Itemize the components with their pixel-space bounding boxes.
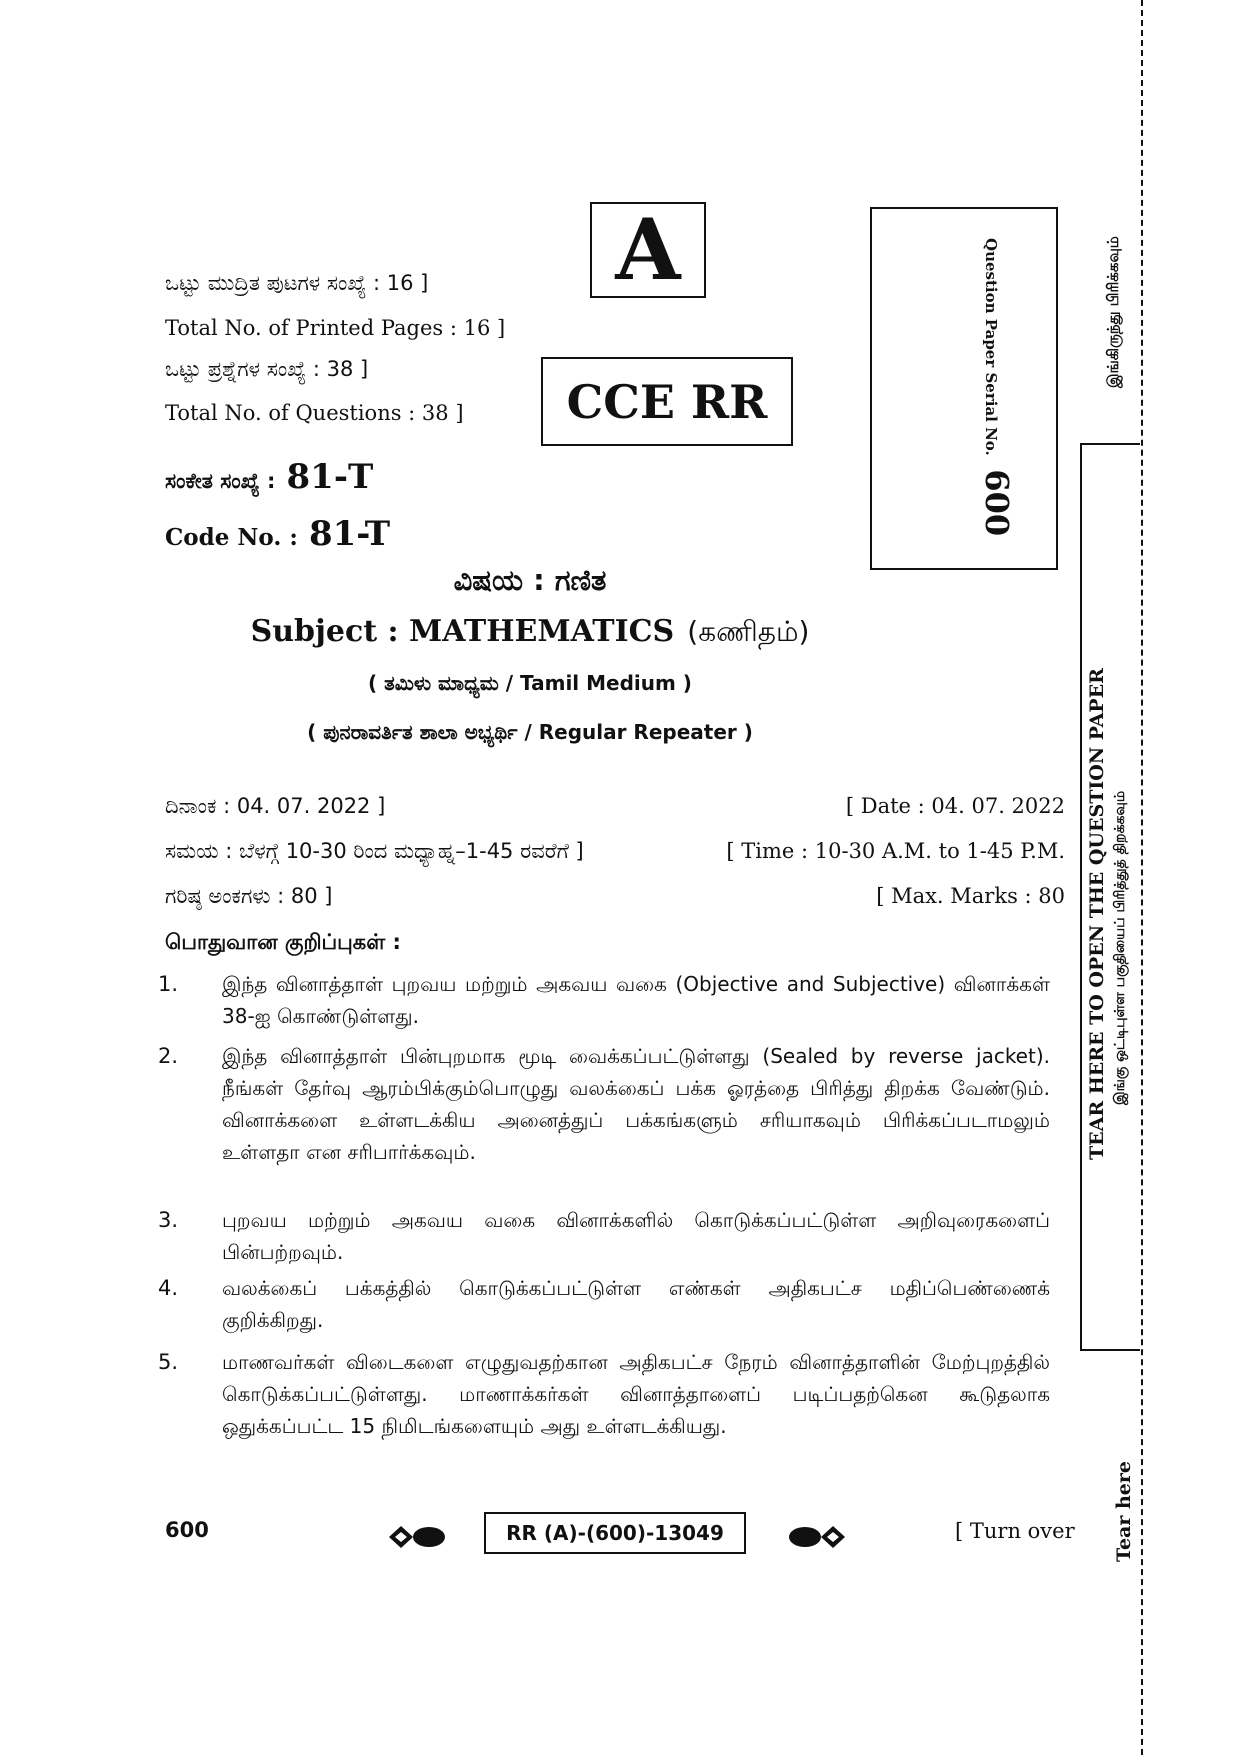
tear-top-tamil: இங்கிருந்து பிரிக்கவும்: [1104, 236, 1122, 388]
instruction-1-text: இந்த வினாத்தாள் புறவய மற்றும் அகவய வகை (Objective and Subjective) வினாக்கள் 38-ஐ கொண்டுள்ளது.: [222, 972, 1050, 1028]
left-ornament-icon: [387, 1520, 447, 1554]
code-number-kannada: [165, 457, 373, 497]
instruction-3-num: 3.: [158, 1208, 179, 1232]
total-pages-english: Total No. of Printed Pages : 16 ]: [165, 316, 506, 340]
exam-type-box: CCE RR: [541, 357, 793, 446]
turn-over: [ Turn over: [955, 1519, 1075, 1543]
instruction-4-text: வலக்கைப் பக்கத்தில் கொடுக்கப்பட்டுள்ள எண்கள் அதிகபட்ச மதிப்பெண்ணைக் குறிக்கிறது.: [222, 1276, 1050, 1332]
subject-kannada: ವಿಷಯ : ಗಣಿತ: [453, 563, 607, 597]
code-kn-value: 81-T: [286, 457, 374, 497]
instructions-heading: பொதுவான குறிப்புகள் :: [165, 930, 401, 954]
instruction-5-text: மாணவர்கள் விடைகளை எழுதுவதற்கான அதிகபட்ச நேரம் வினாத்தாளின் மேற்புறத்தில் கொடுக்கப்பட்டுள்ளது. மாணாக்கர்கள் வினாத்தாளைப் படிப்பதற்கென கூடுதலாக ஒதுக்கப்பட்ட 15 நிமிடங்களையும் அது உள்ளடக்கியது.: [222, 1350, 1050, 1438]
total-questions-english: Total No. of Questions : 38 ]: [165, 401, 464, 425]
subject-english: Subject : MATHEMATICS: [250, 614, 675, 649]
tear-main-tamil: இங்கு ஒட்டிபுள்ள பகுதியைப் பிரித்துத் திறக்கவும்: [1112, 790, 1128, 1105]
instruction-4-num: 4.: [158, 1276, 179, 1300]
time-english: [ Time : 10-30 A.M. to 1-45 P.M.: [726, 839, 1065, 863]
candidate-type: ( ಪುನರಾವರ್ತಿತ ಶಾಲಾ ಅಭ್ಯರ್ಥಿ / Regular Repeater ): [307, 720, 753, 744]
instruction-3-text: புறவய மற்றும் அகவய வகை வினாக்களில் கொடுக்கப்பட்டுள்ள அறிவுரைகளைப் பின்பற்றவும்.: [222, 1208, 1050, 1264]
paper-id-box: RR (A)-(600)-13049: [484, 1512, 746, 1554]
marks-kannada: ಗರಿಷ್ಠ ಅಂಕಗಳು : 80 ]: [165, 884, 333, 908]
subject-title: [0, 614, 1060, 652]
total-questions-kannada: ಒಟ್ಟು ಪ್ರಶ್ನೆಗಳ ಸಂಖ್ಯೆ : 38 ]: [165, 357, 369, 381]
total-pages-kannada: ಒಟ್ಟು ಮುದ್ರಿತ ಪುಟಗಳ ಸಂಖ್ಯೆ : 16 ]: [165, 271, 429, 295]
tear-line: [1141, 0, 1143, 1755]
time-kannada: ಸಮಯ : ಬೆಳಗ್ಗೆ 10-30 ರಿಂದ ಮಧ್ಯಾಹ್ನ–1-45 ರವರೆಗೆ ]: [165, 839, 584, 863]
tear-bottom-english: Tear here: [1113, 1461, 1135, 1562]
instruction-2-num: 2.: [158, 1044, 179, 1068]
tear-main-english: TEAR HERE TO OPEN THE QUESTION PAPER: [1086, 668, 1108, 1160]
subject-tamil: (கணிதம்): [687, 615, 810, 648]
medium: ( ತಮಿಳು ಮಾಧ್ಯಮ / Tamil Medium ): [368, 671, 692, 695]
code-number-english: [165, 514, 390, 554]
code-kn-label: ಸಂಕೇತ ಸಂಖ್ಯೆ :: [165, 469, 276, 493]
footer-page-code: 600: [165, 1518, 209, 1542]
code-en-value: 81-T: [308, 514, 391, 554]
marks-english: [ Max. Marks : 80: [876, 884, 1065, 908]
instruction-2-text: இந்த வினாத்தாள் பின்புறமாக மூடி வைக்கப்பட்டுள்ளது (Sealed by reverse jacket). நீங்கள் தேர்வு ஆரம்பிக்கும்பொழுது வலக்கைப் பக்க ஓரத்தை பிரித்து திறக்க வேண்டும். வினாக்களை உள்ளடக்கிய அனைத்துப் பக்கங்களும் சரியாகவும் பிரிக்கப்படாமலும் உள்ளதா என சரிபார்க்கவும்.: [222, 1044, 1050, 1164]
serial-value: 600: [978, 469, 1016, 537]
serial-number-box: [870, 207, 1058, 570]
code-en-label: Code No. :: [165, 524, 298, 551]
serial-number: [978, 238, 1016, 536]
instruction-1-num: 1.: [158, 972, 179, 996]
instruction-5-num: 5.: [158, 1350, 179, 1374]
serial-label: Question Paper Serial No.: [982, 238, 1000, 456]
date-kannada: ದಿನಾಂಕ : 04. 07. 2022 ]: [165, 794, 386, 818]
version-box: A: [590, 202, 706, 298]
date-english: [ Date : 04. 07. 2022: [845, 794, 1065, 818]
right-ornament-icon: [787, 1520, 847, 1554]
